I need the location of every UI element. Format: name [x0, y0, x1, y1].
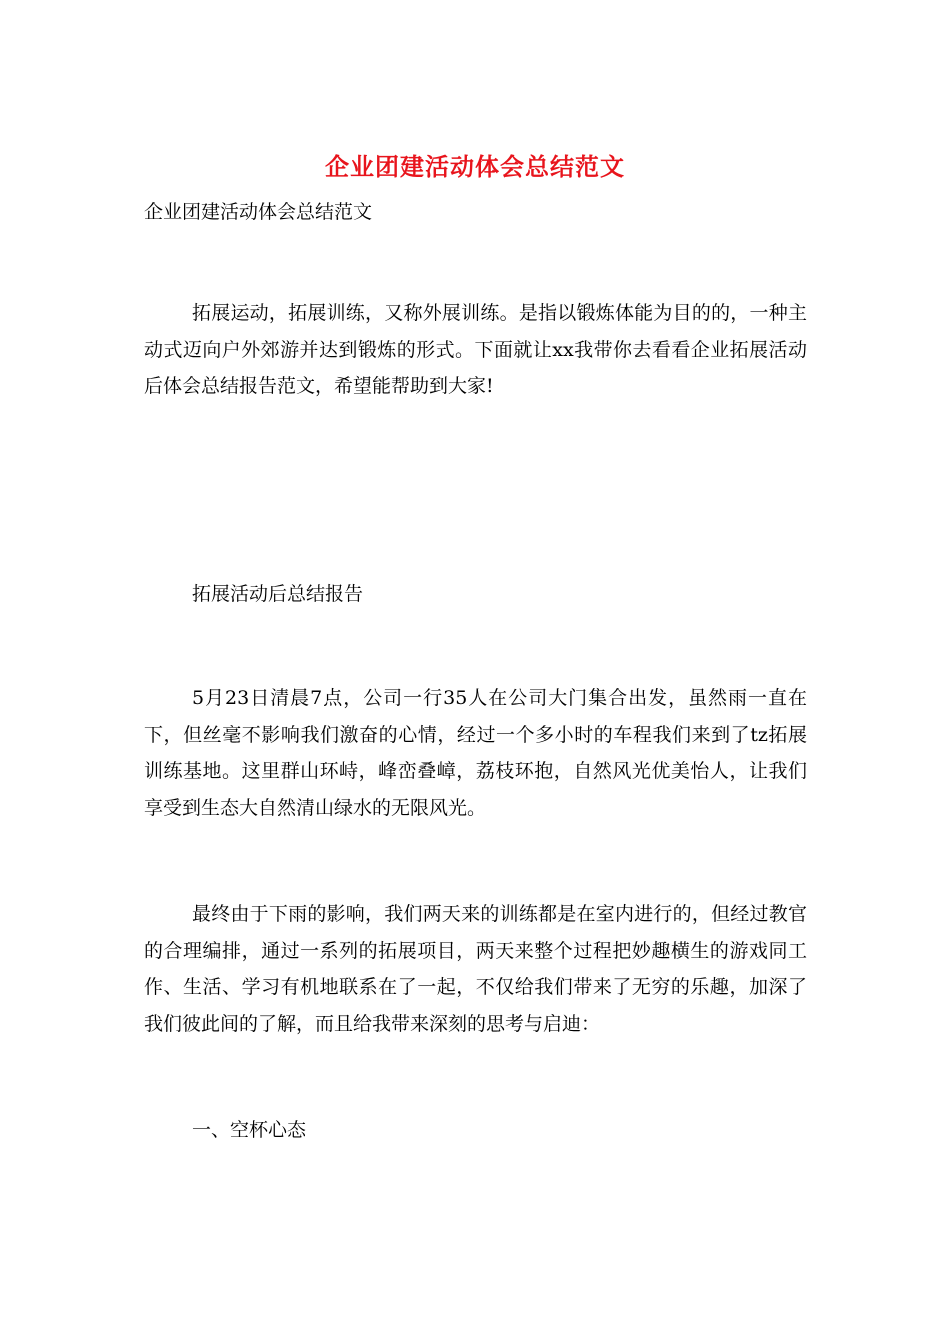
section-heading-report: 拓展活动后总结报告: [192, 583, 364, 605]
paragraph-training: 最终由于下雨的影响，我们两天来的训练都是在室内进行的，但经过教官的合理编排，通过一系列的拓展项目，两天来整个过程把妙趣横生的游戏同工作、生活、学习有机地联系在了一起，不仅给我们带来了无穷的乐趣，加深了我们彼此间的了解，而且给我带来深刻的思考与启迪：: [144, 903, 807, 1035]
paragraph-departure: 5月23日清晨7点，公司一行35人在公司大门集合出发，虽然雨一直在下，但丝毫不影响我们激奋的心情，经过一个多小时的车程我们来到了tz拓展训练基地。这里群山环峙，峰峦叠嶂，荔枝环抱，自然风光优美怡人，让我们享受到生态大自然清山绿水的无限风光。: [144, 687, 807, 819]
document-title: 企业团建活动体会总结范文: [325, 152, 625, 181]
document-subtitle: 企业团建活动体会总结范文: [144, 201, 373, 223]
section-heading-empty-cup: 一、空杯心态: [192, 1119, 307, 1141]
paragraph-intro: 拓展运动，拓展训练，又称外展训练。是指以锻炼体能为目的的，一种主动式迈向户外郊游并达到锻炼的形式。下面就让xx我带你去看看企业拓展活动后体会总结报告范文，希望能帮助到大家!: [144, 302, 807, 397]
